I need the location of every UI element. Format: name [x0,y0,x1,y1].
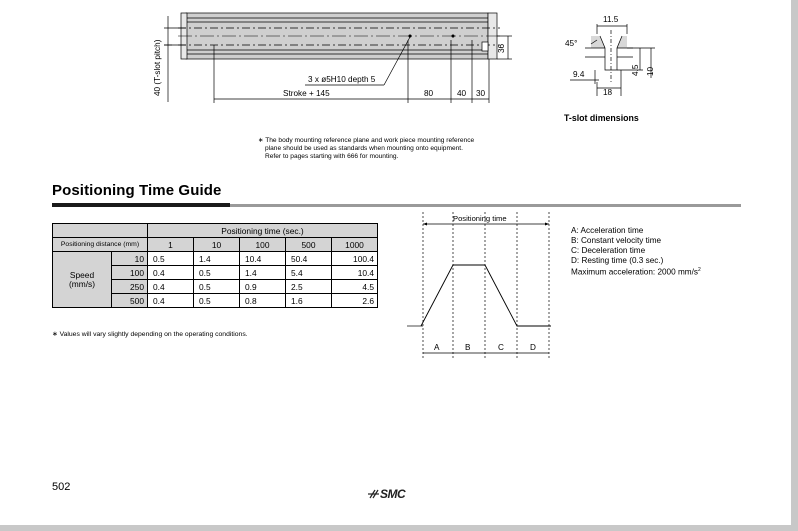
phase-label-b: B [465,343,471,352]
time-cell: 0.9 [240,280,286,294]
time-cell: 0.5 [194,280,240,294]
time-cell: 0.4 [148,280,194,294]
tslot-dim-18: 18 [603,88,613,97]
smc-logo [368,487,405,501]
max-accel-text: Maximum acceleration: 2000 mm/s [571,267,698,277]
tslot-dim-9-4: 9.4 [573,70,585,79]
speed-header-label: Speed (mm/s) [68,269,96,289]
max-accel-sup: 2 [697,266,701,273]
phase-label-c: C [498,343,504,352]
dim-40: 40 [457,89,467,98]
time-cell: 2.6 [332,294,378,308]
phase-label-a: A [434,343,440,352]
tslot-dim-45: 45° [565,39,578,48]
legend-max-acceleration [571,266,701,278]
time-cell: 5.4 [286,266,332,280]
speed-value: 100 [112,266,148,280]
mounting-note-line-2: plane should be used as standards when mounting onto equipment. [265,145,463,152]
mounting-note-line-3: Refer to pages starting with 666 for mounting. [265,153,399,160]
positioning-time-table [52,223,378,308]
dim-80: 80 [424,89,434,98]
time-cell: 0.5 [194,266,240,280]
legend-item-a: A: Acceleration time [571,226,644,235]
tslot-dim-11-5: 11.5 [603,15,619,24]
time-cell: 1.4 [194,252,240,266]
time-cell: 1.4 [240,266,286,280]
smc-logo-mark-icon [368,489,380,499]
time-cell: 0.5 [148,252,194,266]
smc-logo-text: SMC [380,487,406,501]
actuator-drawing [0,0,560,110]
time-cell: 10.4 [332,266,378,280]
legend-item-c: C: Deceleration time [571,245,646,255]
positioning-time-diagram [405,210,565,370]
legend-item-d: D: Resting time (0.3 sec.) [571,255,664,265]
time-cell: 4.5 [332,280,378,294]
time-cell: 0.4 [148,266,194,280]
tslot-dim-10: 10 [646,66,655,76]
time-cell: 100.4 [332,252,378,266]
speed-value: 250 [112,280,148,294]
distance-10: 10 [194,238,240,252]
distance-100: 100 [240,238,286,252]
section-title: Positioning Time Guide [52,182,222,199]
frame-bottom [0,525,798,531]
title-rule-dark [52,203,230,207]
diagram-title: Positioning time [453,214,507,223]
hole-label: 3 x ø5H10 depth 5 [308,75,376,84]
tslot-title: T-slot dimensions [564,113,639,123]
time-cell: 50.4 [286,252,332,266]
stroke-label: Stroke + 145 [283,89,330,98]
title-rule-light [230,204,741,207]
page-number: 502 [52,481,71,493]
time-cell: 0.5 [194,294,240,308]
time-cell: 1.6 [286,294,332,308]
tslot-drawing [555,10,675,125]
time-cell: 0.4 [148,294,194,308]
table-title: Positioning time (sec.) [148,224,378,238]
phase-label-d: D [530,343,536,352]
distance-1: 1 [148,238,194,252]
speed-value: 500 [112,294,148,308]
diagram-legend [571,226,701,277]
distance-header: Positioning distance (mm) [53,238,148,252]
legend-item-b: B: Constant velocity time [571,235,662,245]
dim-36: 36 [497,43,506,53]
table-row [53,252,378,266]
frame-right [791,0,798,531]
time-cell: 0.8 [240,294,286,308]
time-cell: 2.5 [286,280,332,294]
table-corner [53,224,148,238]
pitch-label: 40 (T-slot pitch) [153,39,162,96]
distance-500: 500 [286,238,332,252]
dim-30: 30 [476,89,486,98]
time-cell: 10.4 [240,252,286,266]
table-note: ∗ Values will vary slightly depending on the operating conditions. [52,331,248,338]
tslot-dim-4-5: 4.5 [631,64,640,76]
speed-value: 10 [112,252,148,266]
mounting-note-line-1: ∗ The body mounting reference plane and work piece mounting reference [258,137,475,144]
speed-header [53,252,112,308]
distance-1000: 1000 [332,238,378,252]
